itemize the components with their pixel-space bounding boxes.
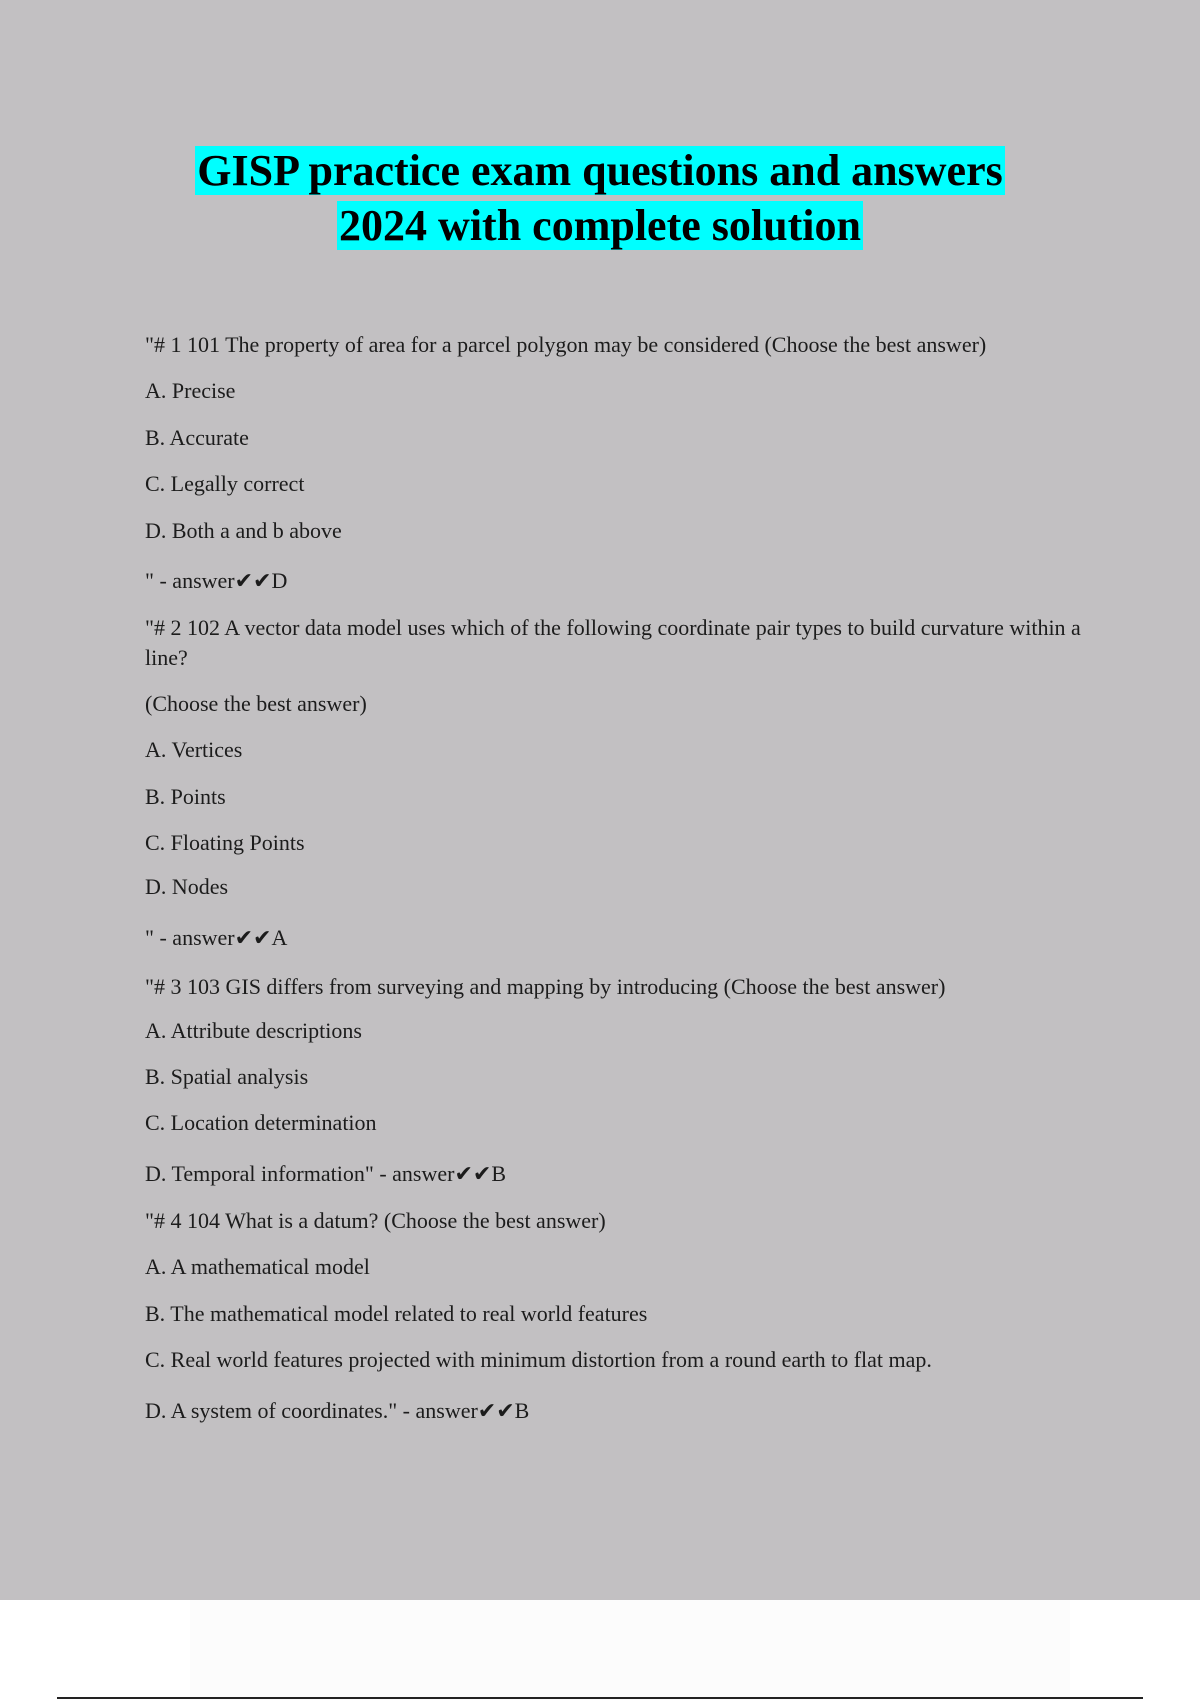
question-2-option-c: C. Floating Points: [145, 830, 305, 855]
question-4-option-b: B. The mathematical model related to real world features: [145, 1301, 648, 1326]
question-4-option-d-answer: D. A system of coordinates." - answer✔✔B: [145, 1398, 530, 1423]
question-1-option-d: D. Both a and b above: [145, 518, 342, 543]
question-2-option-b: B. Points: [145, 784, 226, 809]
question-2-text: "# 2 102 A vector data model uses which of the following coordinate pair types to build curvature within a line?: [145, 615, 1087, 670]
question-1-option-a: A. Precise: [145, 378, 236, 403]
page-title: [0, 143, 1200, 253]
question-4-option-c: C. Real world features projected with minimum distortion from a round earth to flat map.: [145, 1347, 932, 1372]
question-3-option-a: A. Attribute descriptions: [145, 1018, 362, 1043]
title-line-1: GISP practice exam questions and answers: [197, 146, 1003, 195]
footer-divider: [57, 1697, 1143, 1699]
question-1-answer: " - answer✔✔D: [145, 568, 288, 593]
title-line-2: 2024 with complete solution: [339, 201, 861, 250]
question-3-text: "# 3 103 GIS differs from surveying and mapping by introducing (Choose the best answer): [145, 974, 946, 999]
question-2-option-a: A. Vertices: [145, 737, 243, 762]
question-1-option-b: B. Accurate: [145, 425, 249, 450]
question-3-option-b: B. Spatial analysis: [145, 1064, 309, 1089]
question-2-option-d: D. Nodes: [145, 874, 229, 899]
question-1-text: "# 1 101 The property of area for a parcel polygon may be considered (Choose the best answer): [145, 332, 987, 357]
question-3-option-d-answer: D. Temporal information" - answer✔✔B: [145, 1161, 506, 1186]
question-2-instruction: (Choose the best answer): [145, 691, 367, 716]
question-3-option-c: C. Location determination: [145, 1110, 377, 1135]
question-2-answer: " - answer✔✔A: [145, 925, 288, 950]
question-1-option-c: C. Legally correct: [145, 471, 305, 496]
page-footer-area: [0, 1600, 1200, 1700]
question-4-text: "# 4 104 What is a datum? (Choose the best answer): [145, 1208, 606, 1233]
question-4-option-a: A. A mathematical model: [145, 1254, 370, 1279]
footer-panel: [190, 1600, 1070, 1700]
